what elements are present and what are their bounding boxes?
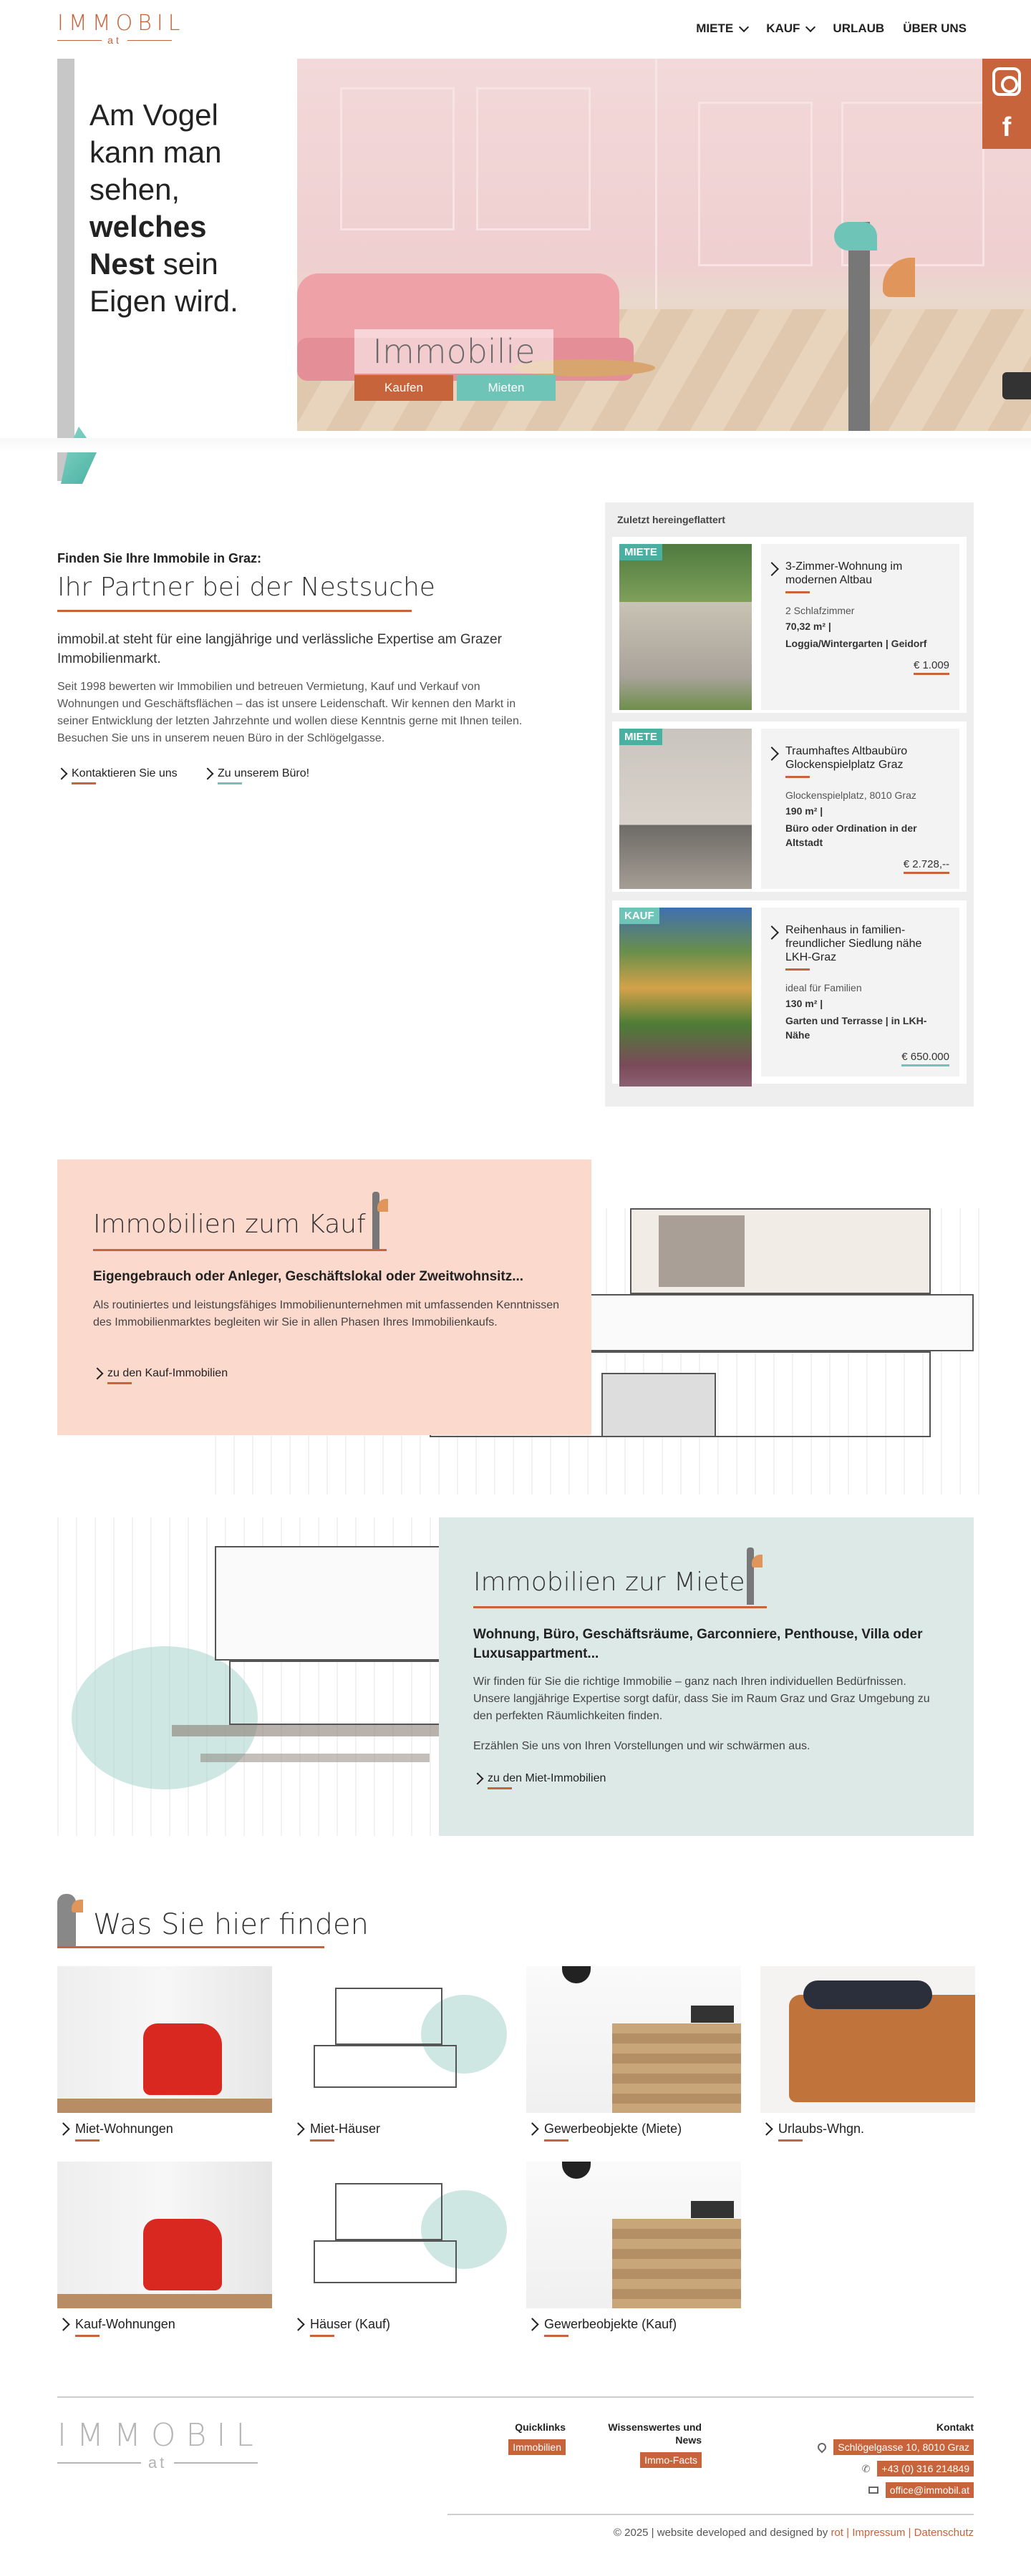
- buy-button[interactable]: Kaufen: [354, 375, 453, 401]
- chevron-right-icon: [56, 768, 68, 780]
- listing-size: 130 m² |: [785, 998, 823, 1009]
- kauf-subtitle: Eigengebrauch oder Anleger, Geschäftslokal oder Zweitwohnsitz...: [93, 1269, 524, 1284]
- footer-contact: Kontakt Schlögelgasse 10, 8010 Graz ✆ +43 (0) 316 214849 office@immobil.at: [773, 2421, 974, 2498]
- main-nav: [696, 21, 967, 36]
- hero-slogan: Am Vogel kann man sehen, welches Nest sein Eigen wird.: [89, 98, 238, 318]
- hero-image-title: Immobilie: [354, 329, 553, 374]
- miete-title: Immobilien zur Miete: [473, 1568, 745, 1597]
- category-tile[interactable]: [292, 2162, 507, 2332]
- chevron-right-icon: [92, 1368, 104, 1380]
- listing-card[interactable]: [612, 900, 967, 1084]
- listing-photo: [619, 544, 752, 710]
- category-label: Gewerbeobjekte (Miete): [544, 2121, 682, 2136]
- kauf-section: [57, 1160, 591, 1435]
- logo-sub: at: [57, 34, 172, 46]
- facebook-icon[interactable]: f: [1002, 112, 1012, 142]
- listing-photo: [619, 908, 752, 1087]
- listing-photo: [619, 729, 752, 889]
- category-image: [526, 1966, 741, 2113]
- listing-info: [761, 908, 959, 1076]
- footer-link-immo-facts[interactable]: Immo-Facts: [640, 2452, 702, 2468]
- category-label: Häuser (Kauf): [310, 2317, 391, 2331]
- nav-kauf[interactable]: KAUF: [766, 21, 814, 36]
- site-logo[interactable]: [57, 11, 185, 46]
- phone-icon: ✆: [861, 2462, 871, 2474]
- category-label: Gewerbeobjekte (Kauf): [544, 2317, 677, 2331]
- chevron-right-icon: [765, 562, 779, 576]
- listing-title: Traumhaftes Altbaubüro Glockenspielplatz Graz: [785, 744, 949, 778]
- logo-word: IMMOBIL: [57, 11, 185, 36]
- hero-divider: [0, 438, 1031, 452]
- chevron-down-icon: [739, 21, 749, 31]
- miete-sketch-image: [57, 1517, 458, 1836]
- listing-price: € 1.009: [785, 659, 949, 671]
- intro-title: Ihr Partner bei der Nestsuche: [57, 573, 435, 602]
- listing-feature: Garten und Terrasse | in LKH-Nähe: [785, 1015, 927, 1041]
- chevron-down-icon: [805, 21, 815, 31]
- chevron-right-icon: [472, 1773, 484, 1785]
- listing-tag: KAUF: [619, 908, 659, 924]
- category-tile[interactable]: [526, 1966, 741, 2137]
- map-pin-icon: [816, 2441, 828, 2454]
- intro-rule: [57, 610, 412, 612]
- listing-info: [761, 729, 959, 889]
- bird-mascot-icon: [365, 1192, 385, 1249]
- listing-detail: ideal für Familien: [785, 982, 862, 993]
- latest-heading: Zuletzt hereingeflattert: [617, 514, 725, 525]
- category-tile[interactable]: [292, 1966, 507, 2137]
- categories-rule: [57, 1946, 324, 1948]
- bird-post: [848, 222, 870, 431]
- miete-body-2: Erzählen Sie uns von Ihren Vorstellungen und wir schwärmen aus.: [473, 1740, 810, 1752]
- chevron-right-icon: [202, 768, 214, 780]
- bird-head: [834, 222, 877, 251]
- category-label: Miet-Häuser: [310, 2121, 381, 2136]
- footer-logo[interactable]: IMMOBIL at: [57, 2417, 263, 2471]
- miete-body: Wir finden für Sie die richtige Immobilie – ganz nach Ihren individuellen Bedürfnissen. Unsere langjährige Expertise sorgt dafür, dass Sie im Raum Graz und Graz Umgebung zu den perfekten Räumlichkeiten finden.: [473, 1676, 930, 1722]
- chevron-right-icon: [760, 2122, 773, 2135]
- miete-subtitle: Wohnung, Büro, Geschäftsräume, Garconniere, Penthouse, Villa oder Luxusappartment...: [473, 1627, 923, 1661]
- copyright: © 2025 | website developed and designed by rot | Impressum | Datenschutz: [613, 2527, 974, 2539]
- instagram-icon[interactable]: [992, 67, 1021, 96]
- kauf-link[interactable]: zu den Kauf-Immobilien: [93, 1367, 228, 1380]
- footer-wissenswertes: Wissenswertes und News Immo-Facts: [587, 2421, 702, 2468]
- listing-card[interactable]: [612, 721, 967, 892]
- footer-link-immobilien[interactable]: Immobilien: [508, 2439, 566, 2455]
- listing-tag: MIETE: [619, 544, 662, 560]
- miete-link[interactable]: zu den Miet-Immobilien: [473, 1772, 606, 1785]
- category-label: Kauf-Wohnungen: [75, 2317, 175, 2331]
- listing-feature: Loggia/Wintergarten | Geidorf: [785, 638, 927, 649]
- rent-button[interactable]: Mieten: [457, 375, 556, 401]
- category-image: [760, 1966, 975, 2113]
- intro-lead: immobil.at steht für eine langjährige und verlässliche Expertise am Grazer Immobilienmarkt.: [57, 632, 502, 666]
- listing-info: [761, 544, 959, 710]
- miete-rule: [473, 1606, 767, 1608]
- kauf-rule: [93, 1249, 387, 1251]
- latest-listings: [605, 502, 974, 1107]
- footer-quicklinks: Quicklinks Immobilien: [501, 2421, 566, 2455]
- category-image: [292, 2162, 507, 2308]
- contact-link[interactable]: Kontaktieren Sie uns: [57, 767, 178, 780]
- listing-price: € 2.728,--: [785, 858, 949, 870]
- link-rot[interactable]: rot: [831, 2527, 843, 2539]
- nav-ueber-uns[interactable]: ÜBER UNS: [903, 21, 967, 35]
- listing-detail: Glockenspielplatz, 8010 Graz: [785, 789, 916, 801]
- category-image: [57, 2162, 272, 2308]
- category-image: [292, 1966, 507, 2113]
- listing-card[interactable]: [612, 537, 967, 713]
- miete-section: [439, 1517, 974, 1836]
- footer-address[interactable]: Schlögelgasse 10, 8010 Graz: [833, 2439, 974, 2455]
- link-datenschutz[interactable]: Datenschutz: [914, 2527, 974, 2539]
- listing-detail: 2 Schlafzimmer: [785, 605, 855, 616]
- social-bar: [982, 59, 1031, 149]
- kauf-body: Als routiniertes und leistungsfähiges Immobilienunternehmen mit umfassenden Kenntnissen des Immobilienmarktes begleiten wir Sie in allen Phasen Ihres Immobilienkaufs.: [93, 1299, 560, 1328]
- kauf-title: Immobilien zum Kauf: [93, 1210, 366, 1239]
- chevron-right-icon: [526, 2122, 538, 2135]
- chevron-right-icon: [765, 925, 779, 940]
- category-tile[interactable]: [760, 1966, 975, 2137]
- category-tile[interactable]: [57, 2162, 272, 2332]
- mail-icon: [868, 2487, 878, 2494]
- listing-tag: MIETE: [619, 729, 662, 745]
- footer-email[interactable]: office@immobil.at: [886, 2482, 974, 2498]
- chevron-right-icon: [57, 2122, 69, 2135]
- side-tab[interactable]: [1002, 372, 1031, 399]
- nav-miete[interactable]: MIETE: [696, 21, 747, 36]
- category-image: [526, 2162, 741, 2308]
- listing-size: 70,32 m² |: [785, 621, 831, 632]
- chevron-right-icon: [57, 2318, 69, 2330]
- chevron-right-icon: [765, 747, 779, 761]
- bird-mascot-icon: [740, 1547, 760, 1605]
- category-tile[interactable]: [57, 1966, 272, 2137]
- listing-size: 190 m² |: [785, 805, 823, 817]
- footer-divider: [57, 2396, 974, 2398]
- categories-title: Was Sie hier finden: [93, 1908, 369, 1941]
- category-label: Miet-Wohnungen: [75, 2121, 173, 2136]
- category-label: Urlaubs-Whgn.: [778, 2121, 865, 2136]
- hero-side-bar: [57, 59, 74, 481]
- listing-price: € 650.000: [785, 1051, 949, 1063]
- nav-urlaub[interactable]: URLAUB: [833, 21, 885, 35]
- office-link[interactable]: Zu unserem Büro!: [203, 767, 309, 780]
- chevron-right-icon: [526, 2318, 538, 2330]
- intro-kicker: Finden Sie Ihre Immobile in Graz:: [57, 551, 262, 565]
- listing-title: 3-Zimmer-Wohnung im modernen Altbau: [785, 560, 949, 593]
- category-image: [57, 1966, 272, 2113]
- chevron-right-icon: [291, 2318, 304, 2330]
- link-impressum[interactable]: Impressum: [852, 2527, 906, 2539]
- listing-title: Reihenhaus in familien-freundlicher Siedlung nähe LKH-Graz: [785, 923, 949, 971]
- bird-mascot-icon: [57, 1890, 86, 1947]
- footer-bottom-divider: [447, 2514, 974, 2515]
- chevron-right-icon: [291, 2122, 304, 2135]
- category-tile[interactable]: [526, 2162, 741, 2332]
- listing-feature: Büro oder Ordination in der Altstadt: [785, 822, 917, 848]
- footer-phone[interactable]: +43 (0) 316 214849: [877, 2461, 974, 2477]
- intro-body: Seit 1998 bewerten wir Immobilien und betreuen Vermietung, Kauf und Verkauf von Wohnungen und Geschäftsflächen – das ist unsere Leidenschaft. Wir kennen den Markt in seiner Entwicklung der letzten Jahrzehnte und wollen diese Kenntnis gerne mit Ihnen teilen. Besuchen Sie uns in unserem neuen Büro in der Schlögelgasse.: [57, 681, 523, 744]
